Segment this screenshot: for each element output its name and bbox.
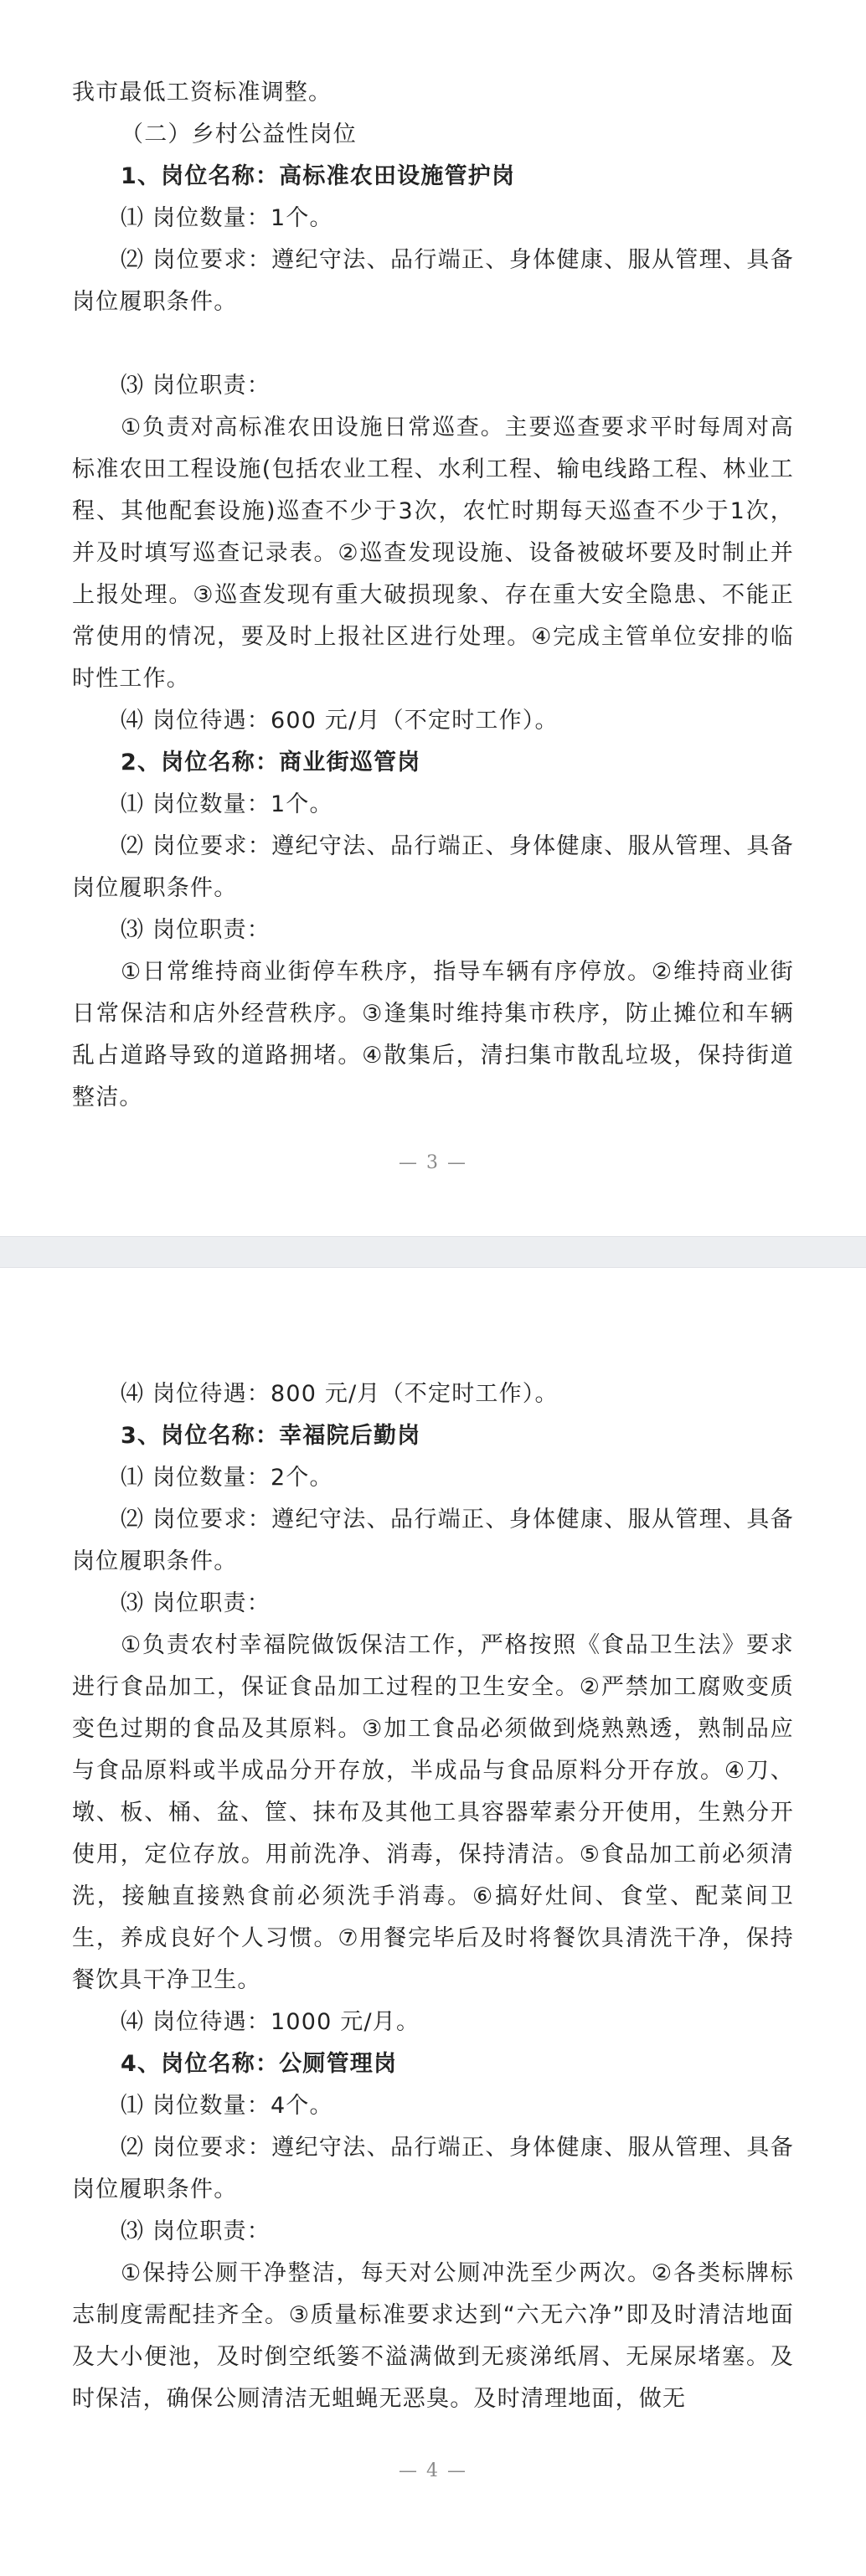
document-page-3 xyxy=(0,0,866,1236)
post-requirements-welfare-home: ⑵ 岗位要求：遵纪守法、品行端正、身体健康、服从管理、具备岗位履职条件。 xyxy=(72,1507,794,1574)
post-duties-label-toilet: ⑶ 岗位职责： xyxy=(121,2218,271,2244)
post-pay-street: ⑷ 岗位待遇：800 元/月（不定时工作）。 xyxy=(121,1381,559,1407)
post-title-welfare-home: 3、岗位名称：幸福院后勤岗 xyxy=(121,1423,421,1449)
post-title-street: 2、岗位名称：商业街巡管岗 xyxy=(121,750,421,775)
post-requirements-toilet: ⑵ 岗位要求：遵纪守法、品行端正、身体健康、服从管理、具备岗位履职条件。 xyxy=(72,2135,794,2202)
post-pay-welfare-home: ⑷ 岗位待遇：1000 元/月。 xyxy=(121,2009,420,2035)
paragraph-wage-note: 我市最低工资标准调整。 xyxy=(72,80,332,106)
post-duties-label-street: ⑶ 岗位职责： xyxy=(121,917,271,943)
post-title-farmland: 1、岗位名称：高标准农田设施管护岗 xyxy=(121,163,516,189)
post-duties-label-farmland: ⑶ 岗位职责： xyxy=(121,373,271,399)
post-requirements-farmland: ⑵ 岗位要求：遵纪守法、品行端正、身体健康、服从管理、具备岗位履职条件。 xyxy=(72,247,794,315)
post-duties-street: ①日常维持商业街停车秩序，指导车辆有序停放。②维持商业街日常保洁和店外经营秩序。③逢集时维持集市秩序，防止摊位和车辆乱占道路导致的道路拥堵。④散集后，清扫集市散乱垃圾，保持街道整洁。 xyxy=(72,959,794,1110)
post-pay-farmland: ⑷ 岗位待遇：600 元/月（不定时工作）。 xyxy=(121,708,559,734)
page-number: — 3 — xyxy=(399,1152,467,1173)
post-duties-toilet: ①保持公厕干净整洁，每天对公厕冲洗至少两次。②各类标牌标志制度需配挂齐全。③质量标准要求达到“六无六净”即及时清洁地面及大小便池，及时倒空纸篓不溢满做到无痰涕纸屑、无屎尿堵塞。及时保洁，确保公厕清洁无蛆蝇无恶臭。及时清理地面，做无 xyxy=(72,2260,794,2412)
page-number: — 4 — xyxy=(399,2460,467,2481)
page-separator xyxy=(0,1236,866,1268)
post-duties-label-welfare-home: ⑶ 岗位职责： xyxy=(121,1590,271,1616)
post-count-street: ⑴ 岗位数量：1个。 xyxy=(121,791,333,817)
post-count-toilet: ⑴ 岗位数量：4个。 xyxy=(121,2093,333,2119)
post-title-toilet: 4、岗位名称：公厕管理岗 xyxy=(121,2051,398,2077)
section-heading-rural-posts: （二）乡村公益性岗位 xyxy=(121,121,357,147)
post-duties-farmland: ①负责对高标准农田设施日常巡查。主要巡查要求平时每周对高标准农田工程设施(包括农业工程、水利工程、输电线路工程、林业工程、其他配套设施)巡查不少于3次，农忙时期每天巡查不少于1次，并及时填写巡查记录表。②巡查发现设施、设备被破坏要及时制止并上报处理。③巡查发现有重大破损现象、存在重大安全隐患、不能正常使用的情况，要及时上报社区进行处理。④完成主管单位安排的临时性工作。 xyxy=(72,415,794,692)
post-duties-welfare-home: ①负责农村幸福院做饭保洁工作，严格按照《食品卫生法》要求进行食品加工，保证食品加工过程的卫生安全。②严禁加工腐败变质变色过期的食品及其原料。③加工食品必须做到烧熟熟透，熟制品应与食品原料或半成品分开存放，半成品与食品原料分开存放。④刀、墩、板、桶、盆、筐、抹布及其他工具容器荤素分开使用，生熟分开使用，定位存放。用前洗净、消毒，保持清洁。⑤食品加工前必须清洗，接触直接熟食前必须洗手消毒。⑥搞好灶间、食堂、配菜间卫生，养成良好个人习惯。⑦用餐完毕后及时将餐饮具清洗干净，保持餐饮具干净卫生。 xyxy=(72,1632,794,1993)
blank-line xyxy=(72,323,794,365)
post-requirements-street: ⑵ 岗位要求：遵纪守法、品行端正、身体健康、服从管理、具备岗位履职条件。 xyxy=(72,833,794,901)
post-count-welfare-home: ⑴ 岗位数量：2个。 xyxy=(121,1465,333,1491)
document-page-4 xyxy=(0,1268,866,2576)
post-count-farmland: ⑴ 岗位数量：1个。 xyxy=(121,205,333,231)
